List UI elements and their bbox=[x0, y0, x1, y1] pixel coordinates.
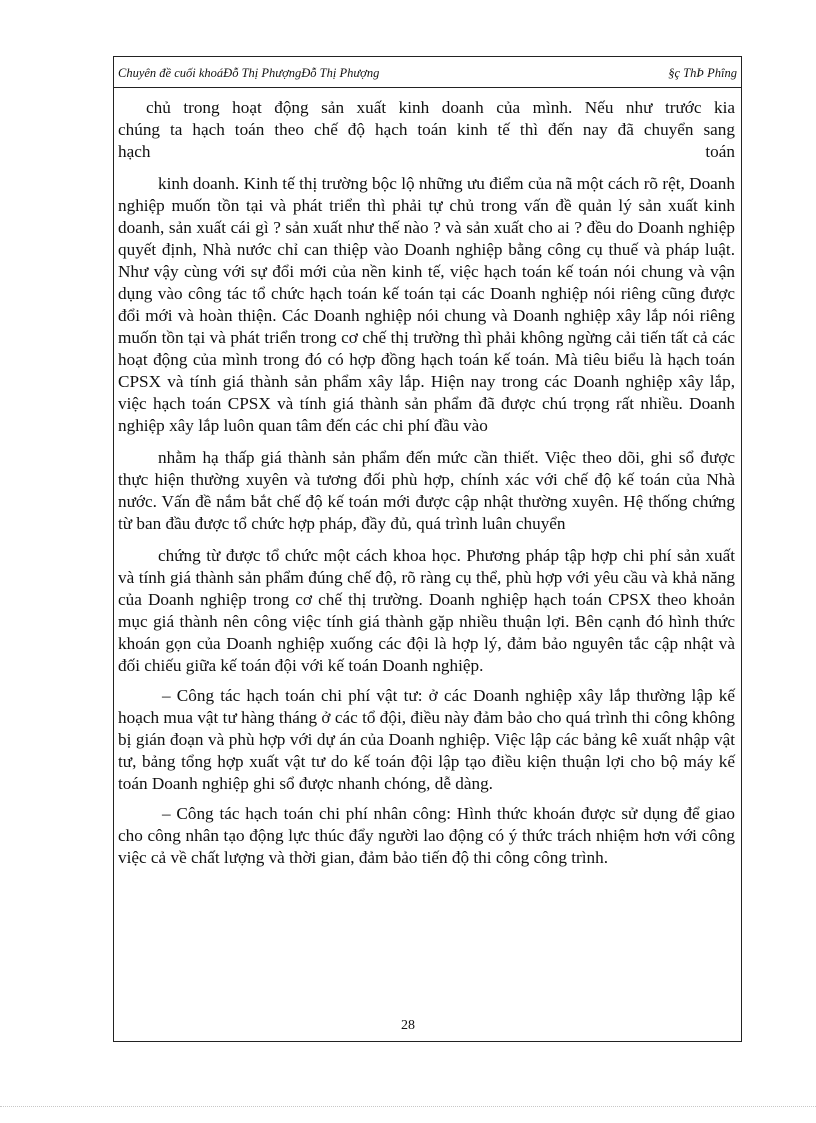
document-body bbox=[118, 97, 735, 869]
paragraph-4: chứng từ được tổ chức một cách khoa học. Phương pháp tập hợp chi phí sản xuất và tính giá thành sản phẩm đúng chế độ, rõ ràng cụ thể, phù hợp với yêu cầu và khả năng của Doanh nghiệp trong cơ chế thị trường. Doanh nghiệp hạch toán CPSX theo khoản mục giá thành nên công việc tính giá thành gặp nhiều thuận lợi. Bên cạnh đó hình thức khoán gọn của Doanh nghiệp xuống các đội là hợp lý, đảm bảo nguyên tắc cập nhật và đối chiếu giữa kế toán đội với kế toán Doanh nghiệp. bbox=[118, 546, 735, 675]
paragraph-1-line-1: chủ trong hoạt động sản xuất kinh doanh của mình. Nếu như trước kia bbox=[146, 98, 735, 117]
page-frame bbox=[113, 56, 742, 1042]
header-left-text: Chuyên đề cuối khoáĐỗ Thị PhượngĐỗ Thị Phượng bbox=[118, 66, 380, 80]
paragraph-3: nhằm hạ thấp giá thành sản phẩm đến mức cần thiết. Việc theo dõi, ghi sổ được thực hiện thường xuyên và tương đối phù hợp, chính xác với chế độ kế toán của Nhà nước. Vấn đề nắm bắt chế độ kế toán mới được cập nhật thường xuyên. Hệ thống chứng từ ban đầu được tổ chức hợp pháp, đầy đủ, quá trình luân chuyển bbox=[118, 448, 735, 533]
paragraph-2: kinh doanh. Kinh tế thị trường bộc lộ những ưu điểm của nã một cách rõ rệt, Doanh nghiệp muốn tồn tại và phát triển thì phải tự chủ trong vấn đề quản lý sản xuất kinh doanh, sản xuất cái gì ? sản xuất như thế nào ? và sản xuất cho ai ? đều do Doanh nghiệp quyết định, Nhà nước chỉ can thiệp vào Doanh nghiệp bằng công cụ thuế và pháp luật. Như vậy cùng với sự đổi mới của nền kinh tế, việc hạch toán kế toán nói chung và vận dụng vào công tác tổ chức hạch toán kế toán tại các Doanh nghiệp nói riêng cũng được đổi mới và hoàn thiện. Các Doanh nghiệp nói chung và Doanh nghiệp xây lắp nói riêng muốn tồn tại và phát triển trong cơ chế thị trường thì phải không ngừng cải tiến tất cả các hoạt động của mình trong đó có hợp đồng hạch toán kế toán. Mà tiêu biểu là hạch toán CPSX và tính giá thành sản phẩm xây lắp. Hiện nay trong các Doanh nghiệp xây lắp, việc hạch toán CPSX và tính giá thành sản phẩm đã được chú trọng rất nhiều. Doanh nghiệp xây lắp luôn quan tâm đến các chi phí đầu vào bbox=[118, 174, 735, 435]
page-number: 28 bbox=[401, 1018, 415, 1033]
header-right-text: §ç ThÞ Phîng bbox=[668, 66, 737, 80]
bullet-labor-cost: – Công tác hạch toán chi phí nhân công: Hình thức khoán được sử dụng để giao cho công nhân tạo động lực thúc đẩy người lao động có ý thức trách nhiệm hơn với công việc cả về chất lượng và thời gian, đảm bảo tiến độ thi công công trình. bbox=[118, 804, 735, 867]
bullet-material-cost: – Công tác hạch toán chi phí vật tư: ở các Doanh nghiệp xây lắp thường lập kế hoạch mua vật tư hàng tháng ở các tổ đội, điều này đảm bảo cho quá trình thi công không bị gián đoạn và phù hợp với dự án của Doanh nghiệp. Việc lập các bảng kê xuất nhập vật tư, bảng tổng hợp xuất vật tư do kế toán đội lập tạo điều kiện thuận lợi cho bộ máy kế toán Doanh nghiệp ghi sổ được nhanh chóng, dễ dàng. bbox=[118, 686, 735, 793]
page-header bbox=[114, 57, 741, 88]
paragraph-1-line-2: chúng ta hạch toán theo chế độ hạch toán kinh tế thì đến nay đã chuyển sang bbox=[118, 120, 735, 139]
page-bottom-divider bbox=[0, 1106, 816, 1107]
paragraph-1-line-3: hạch toán bbox=[118, 142, 735, 161]
